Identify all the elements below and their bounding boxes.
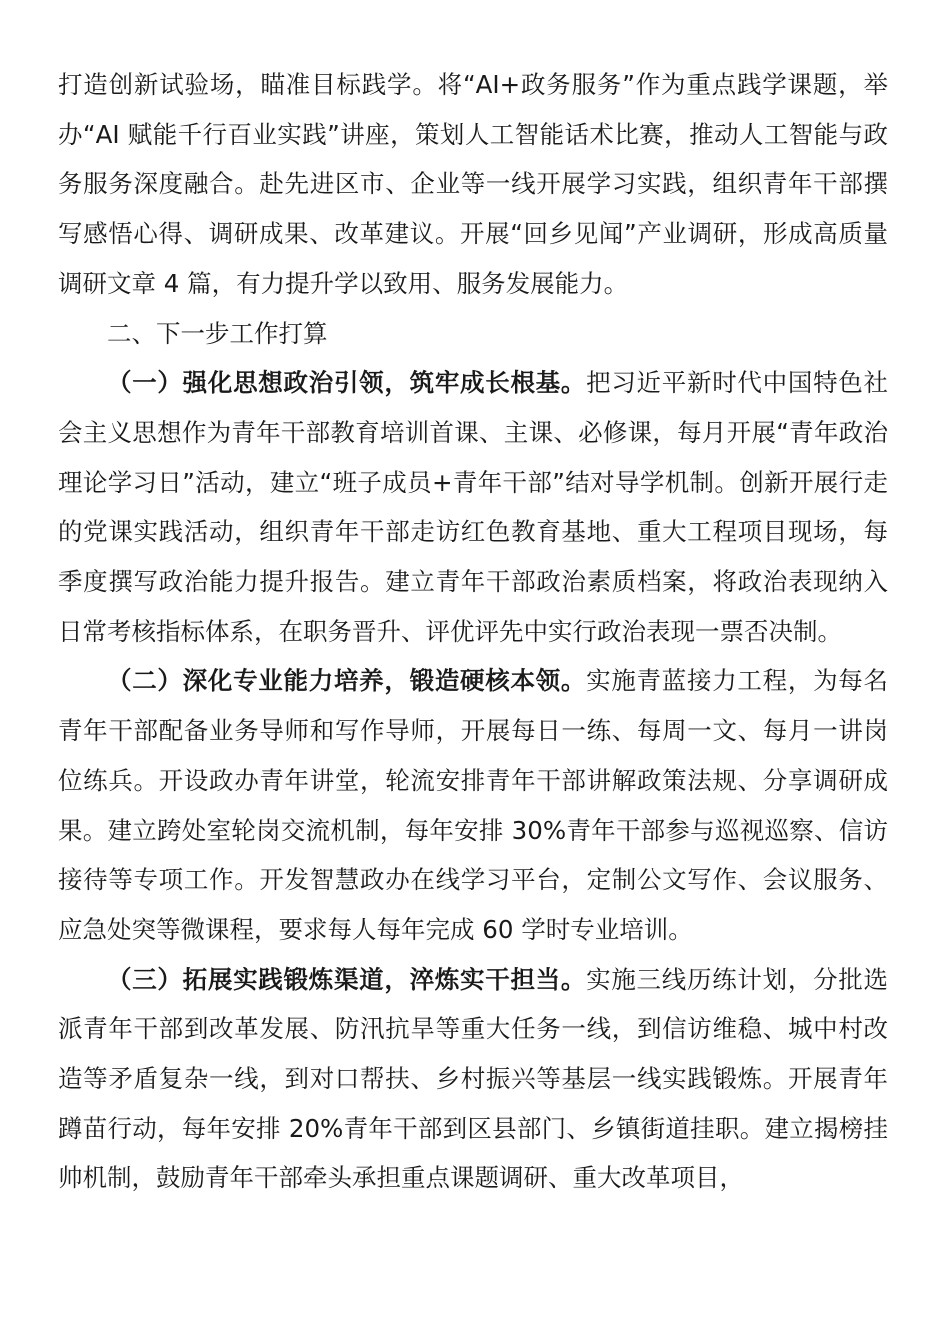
item-heading-3: （三）拓展实践锻炼渠道，淬炼实干担当。 — [107, 964, 587, 994]
section-heading: 二、下一步工作打算 — [107, 318, 328, 348]
item-body-2: 实施青蓝接力工程，为每名青年干部配备业务导师和写作导师，开展每日一练、每周一文、每月一讲岗位练兵。开设政办青年讲堂，轮流安排青年干部讲解政策法规、分享调研成果。建立跨处室轮岗交流机制，每年安排 30%青年干部参与巡视巡察、信访接待等专项工作。开发智慧政办在线学习平台，定制公文写作、会议服务、应急处突等微课程，要求每人每年完成 60 学时专业培训。 — [58, 666, 889, 944]
document-body — [58, 60, 888, 1203]
item-heading-1: （一）强化思想政治引领，筑牢成长根基。 — [107, 368, 587, 398]
item-paragraph-3 — [58, 955, 888, 1204]
item-paragraph-2 — [58, 656, 888, 954]
item-heading-2: （二）深化专业能力培养，锻造硬核本领。 — [107, 666, 587, 696]
item-body-3: 实施三线历练计划，分批选派青年干部到改革发展、防汛抗旱等重大任务一线，到信访维稳、城中村改造等矛盾复杂一线，到对口帮扶、乡村振兴等基层一线实践锻炼。开展青年蹲苗行动，每年安排 20%青年干部到区县部门、乡镇街道挂职。建立揭榜挂帅机制，鼓励青年干部牵头承担重点课题调研、重大改革项目， — [58, 964, 889, 1193]
item-paragraph-1 — [58, 358, 888, 656]
continued-paragraph: 打造创新试验场，瞄准目标践学。将“AI+政务服务”作为重点践学课题，举办“AI 赋能千行百业实践”讲座，策划人工智能话术比赛，推动人工智能与政务服务深度融合。赴先进区市、企业等一线开展学习实践，组织青年干部撰写感悟心得、调研成果、改革建议。开展“回乡见闻”产业调研，形成高质量调研文章 4 篇，有力提升学以致用、服务发展能力。 — [58, 70, 888, 298]
item-body-1: 把习近平新时代中国特色社会主义思想作为青年干部教育培训首课、主课、必修课，每月开展“青年政治理论学习日”活动，建立“班子成员+青年干部”结对导学机制。创新开展行走的党课实践活动，组织青年干部走访红色教育基地、重大工程项目现场，每季度撰写政治能力提升报告。建立青年干部政治素质档案，将政治表现纳入日常考核指标体系，在职务晋升、评优评先中实行政治表现一票否决制。 — [58, 368, 889, 646]
